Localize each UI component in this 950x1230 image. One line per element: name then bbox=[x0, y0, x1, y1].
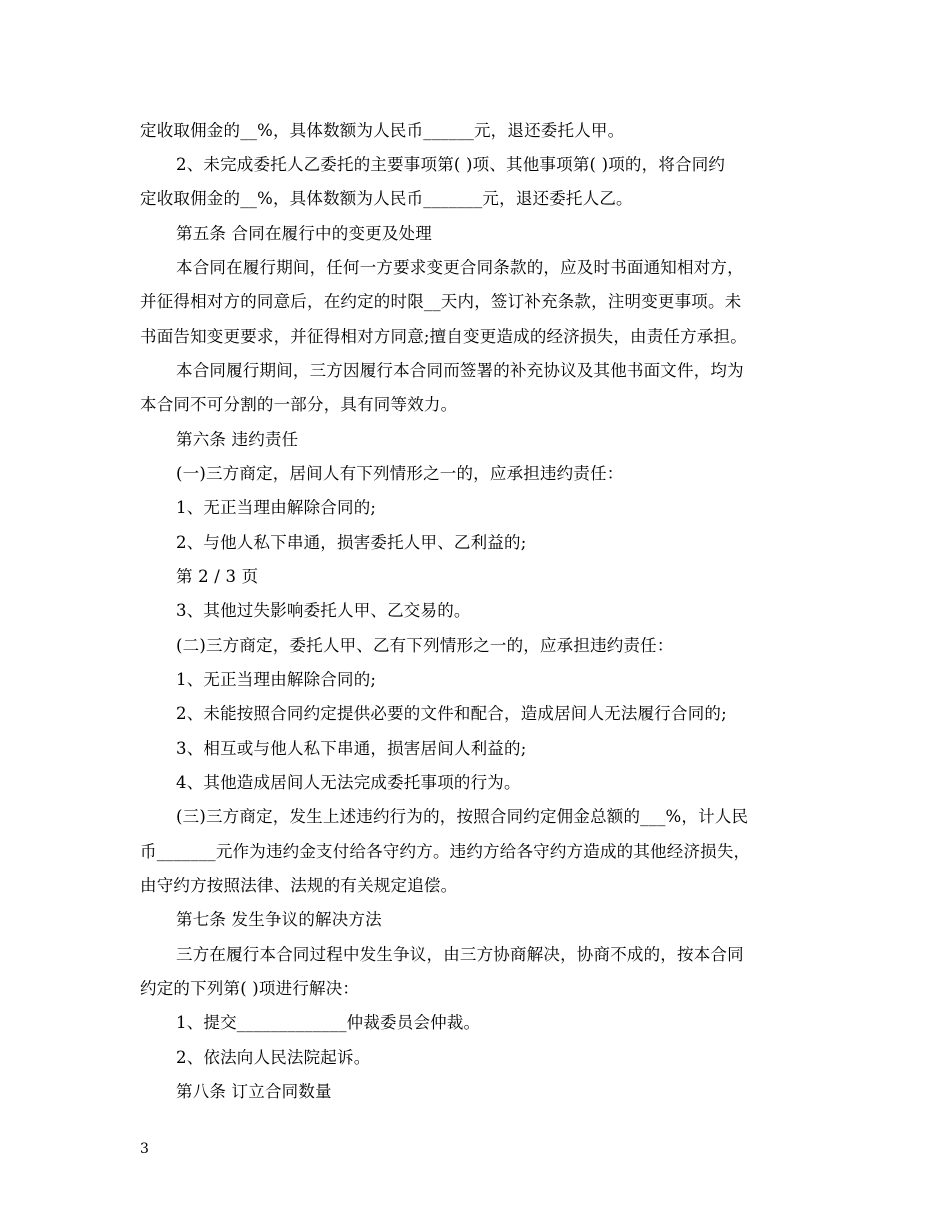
text-line: 定收取佣金的__%，具体数额为人民币_______元，退还委托人乙。 bbox=[140, 189, 633, 208]
text-line: 3、其他过失影响委托人甲、乙交易的。 bbox=[176, 601, 471, 620]
text-line: 三方在履行本合同过程中发生争议，由三方协商解决，协商不成的，按本合同 bbox=[176, 945, 744, 964]
text-line: 3、相互或与他人私下串通，损害居间人利益的; bbox=[176, 739, 527, 758]
text-line: 本合同在履行期间，任何一方要求变更合同条款的，应及时书面通知相对方， bbox=[176, 258, 744, 277]
text-line: 本合同不可分割的一部分，具有同等效力。 bbox=[140, 395, 458, 414]
text-line: 币_______元作为违约金支付给各守约方。违约方给各守约方造成的其他经济损失， bbox=[140, 842, 751, 861]
text-line: 1、无正当理由解除合同的; bbox=[176, 670, 377, 689]
text-line: 2、依法向人民法院起诉。 bbox=[176, 1048, 371, 1067]
text-line: (一)三方商定，居间人有下列情形之一的，应承担违约责任： bbox=[176, 464, 624, 483]
section-heading: 第六条 违约责任 bbox=[176, 430, 299, 449]
section-heading: 第五条 合同在履行中的变更及处理 bbox=[176, 224, 432, 243]
text-line: 本合同履行期间，三方因履行本合同而签署的补充协议及其他书面文件，均为 bbox=[176, 361, 744, 380]
text-line: (三)三方商定，发生上述违约行为的，按照合同约定佣金总额的___%，计人民 bbox=[176, 807, 749, 826]
section-heading: 第八条 订立合同数量 bbox=[176, 1082, 332, 1101]
text-line: 2、与他人私下串通，损害委托人甲、乙利益的; bbox=[176, 533, 527, 552]
text-line: (二)三方商定，委托人甲、乙有下列情形之一的，应承担违约责任： bbox=[176, 636, 674, 655]
text-line: 2、未完成委托人乙委托的主要事项第( )项、其他事项第( )项的，将合同约 bbox=[176, 155, 726, 174]
text-line: 书面告知变更要求，并征得相对方同意;擅自变更造成的经济损失，由责任方承担。 bbox=[140, 327, 747, 346]
page-number: 3 bbox=[140, 1141, 149, 1157]
page-marker: 第 2 / 3 页 bbox=[176, 567, 259, 586]
text-line: 定收取佣金的__%，具体数额为人民币______元，退还委托人甲。 bbox=[140, 121, 625, 140]
text-line: 并征得相对方的同意后，在约定的时限__天内，签订补充条款，注明变更事项。未 bbox=[140, 292, 742, 311]
text-line: 由守约方按照法律、法规的有关规定追偿。 bbox=[140, 876, 458, 895]
text-line: 2、未能按照合同约定提供必要的文件和配合，造成居间人无法履行合同的; bbox=[176, 704, 727, 723]
text-line: 约定的下列第( )项进行解决： bbox=[140, 979, 360, 998]
text-line: 1、提交_____________仲裁委员会仲裁。 bbox=[176, 1013, 481, 1032]
text-line: 1、无正当理由解除合同的; bbox=[176, 498, 377, 517]
section-heading: 第七条 发生争议的解决方法 bbox=[176, 910, 382, 929]
text-line: 4、其他造成居间人无法完成委托事项的行为。 bbox=[176, 773, 521, 792]
